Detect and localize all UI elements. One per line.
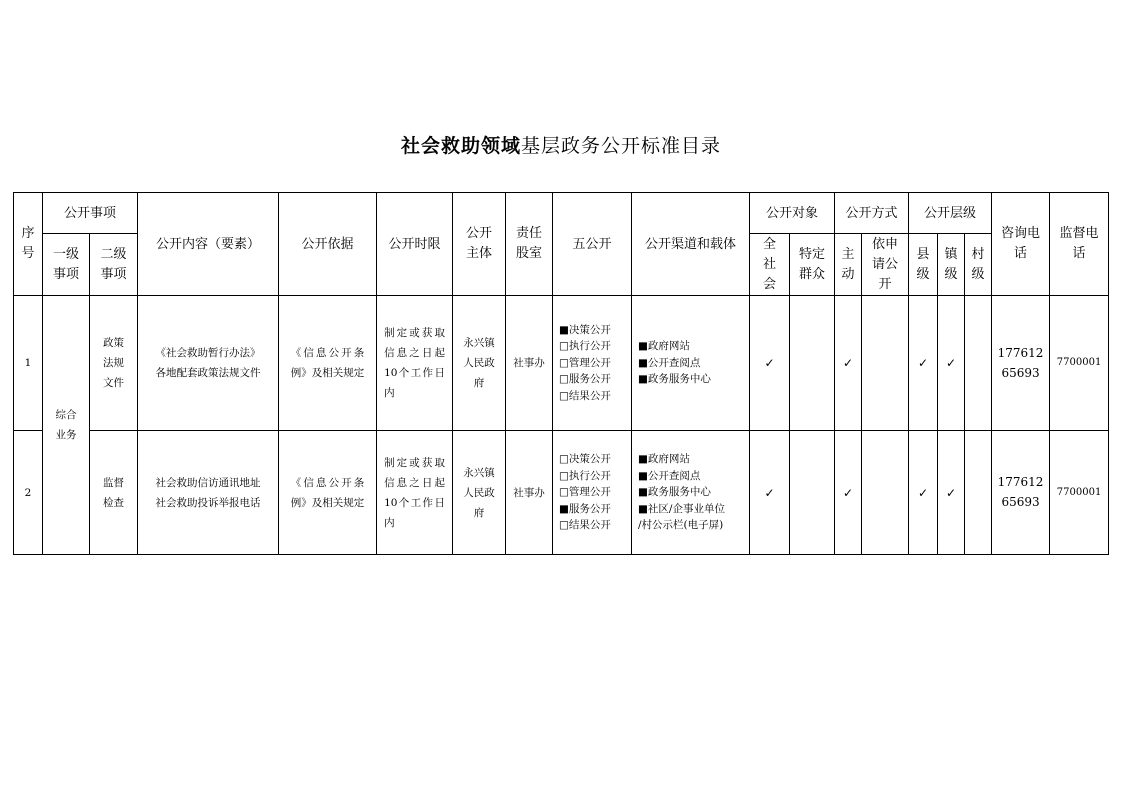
header-timelimit: 公开时限 (377, 193, 453, 296)
list-item: ■政务服务中心 (638, 486, 711, 499)
header-level1: 一级事项 (43, 234, 90, 296)
title-bold-part: 社会救助领域 (400, 135, 521, 157)
check-mark: ✓ (938, 431, 965, 555)
channel-list (638, 338, 749, 388)
list-item: ■政府网站 (638, 340, 690, 353)
page-title (0, 131, 1122, 158)
content-cell: 社会救助信访通讯地址 社会救助投诉举报电话 (138, 431, 279, 555)
level1-cell: 综合业务 (43, 296, 90, 555)
header-level-village: 村级 (965, 234, 992, 296)
header-seq: 序号 (14, 193, 43, 296)
header-mode: 公开方式 (835, 193, 909, 234)
five-list (559, 451, 631, 534)
title-rest-part: 基层政务公开标准目录 (521, 135, 722, 157)
header-content: 公开内容（要素） (138, 193, 279, 296)
basis-cell: 《信息公开条例》及相关规定 (279, 431, 377, 555)
timelimit-cell: 制定或获取信息之日起10个工作日内 (377, 296, 453, 431)
header-matter: 公开事项 (43, 193, 138, 234)
level-village-cell (965, 296, 992, 431)
header-level-town: 镇级 (938, 234, 965, 296)
header-channel: 公开渠道和载体 (632, 193, 750, 296)
list-item: □管理公开 (559, 486, 611, 499)
five-list (559, 322, 631, 405)
catalog-table (13, 192, 1109, 555)
office-cell: 社事办 (506, 431, 553, 555)
row-seq: 1 (14, 296, 43, 431)
header-level2: 二级事项 (90, 234, 138, 296)
list-item: □服务公开 (559, 373, 611, 386)
header-mode-request: 依申请公开 (862, 234, 909, 296)
subject-cell: 永兴镇人民政府 (453, 296, 506, 431)
list-item: ■决策公开 (559, 323, 611, 336)
list-item: □执行公开 (559, 469, 611, 482)
check-mark: ✓ (938, 296, 965, 431)
check-mark: ✓ (835, 296, 862, 431)
list-item: □管理公开 (559, 356, 611, 369)
consult-phone: 17761265693 (992, 431, 1050, 555)
header-target-all: 全社会 (750, 234, 790, 296)
mode-request-cell (862, 431, 909, 555)
timelimit-cell: 制定或获取信息之日起10个工作日内 (377, 431, 453, 555)
list-item: □结果公开 (559, 389, 611, 402)
list-item: □执行公开 (559, 340, 611, 353)
row-seq: 2 (14, 431, 43, 555)
five-cell (553, 296, 632, 431)
table-row (14, 296, 1109, 431)
supervise-phone: 7700001 (1050, 431, 1109, 555)
target-specific-cell (790, 296, 835, 431)
five-cell (553, 431, 632, 555)
check-mark: ✓ (909, 296, 938, 431)
target-specific-cell (790, 431, 835, 555)
channel-list (638, 451, 749, 534)
header-level-county: 县级 (909, 234, 938, 296)
level2-cell: 监督检查 (90, 431, 138, 555)
content-cell: 《社会救助暂行办法》 各地配套政策法规文件 (138, 296, 279, 431)
list-item: □结果公开 (559, 519, 611, 532)
check-mark: ✓ (750, 296, 790, 431)
level-village-cell (965, 431, 992, 555)
header-level: 公开层级 (909, 193, 992, 234)
office-cell: 社事办 (506, 296, 553, 431)
header-subject: 公开主体 (453, 193, 506, 296)
table-row (14, 431, 1109, 555)
header-mode-active: 主动 (835, 234, 862, 296)
list-item: /村公示栏(电子屏) (638, 519, 724, 532)
channel-cell (632, 296, 750, 431)
check-mark: ✓ (909, 431, 938, 555)
supervise-phone: 7700001 (1050, 296, 1109, 431)
check-mark: ✓ (750, 431, 790, 555)
subject-cell: 永兴镇人民政府 (453, 431, 506, 555)
list-item: □决策公开 (559, 453, 611, 466)
list-item: ■公开查阅点 (638, 469, 701, 482)
basis-cell: 《信息公开条例》及相关规定 (279, 296, 377, 431)
list-item: ■政府网站 (638, 453, 690, 466)
header-row-1 (14, 193, 1109, 234)
list-item: ■服务公开 (559, 502, 611, 515)
header-office: 责任股室 (506, 193, 553, 296)
channel-cell (632, 431, 750, 555)
list-item: ■公开查阅点 (638, 356, 701, 369)
header-consult: 咨询电话 (992, 193, 1050, 296)
header-five: 五公开 (553, 193, 632, 296)
consult-phone: 17761265693 (992, 296, 1050, 431)
list-item: ■政务服务中心 (638, 373, 711, 386)
check-mark: ✓ (835, 431, 862, 555)
level2-cell: 政策法规文件 (90, 296, 138, 431)
header-basis: 公开依据 (279, 193, 377, 296)
header-target-specific: 特定群众 (790, 234, 835, 296)
list-item: ■社区/企事业单位 (638, 502, 725, 515)
mode-request-cell (862, 296, 909, 431)
header-target: 公开对象 (750, 193, 835, 234)
header-supervise: 监督电话 (1050, 193, 1109, 296)
